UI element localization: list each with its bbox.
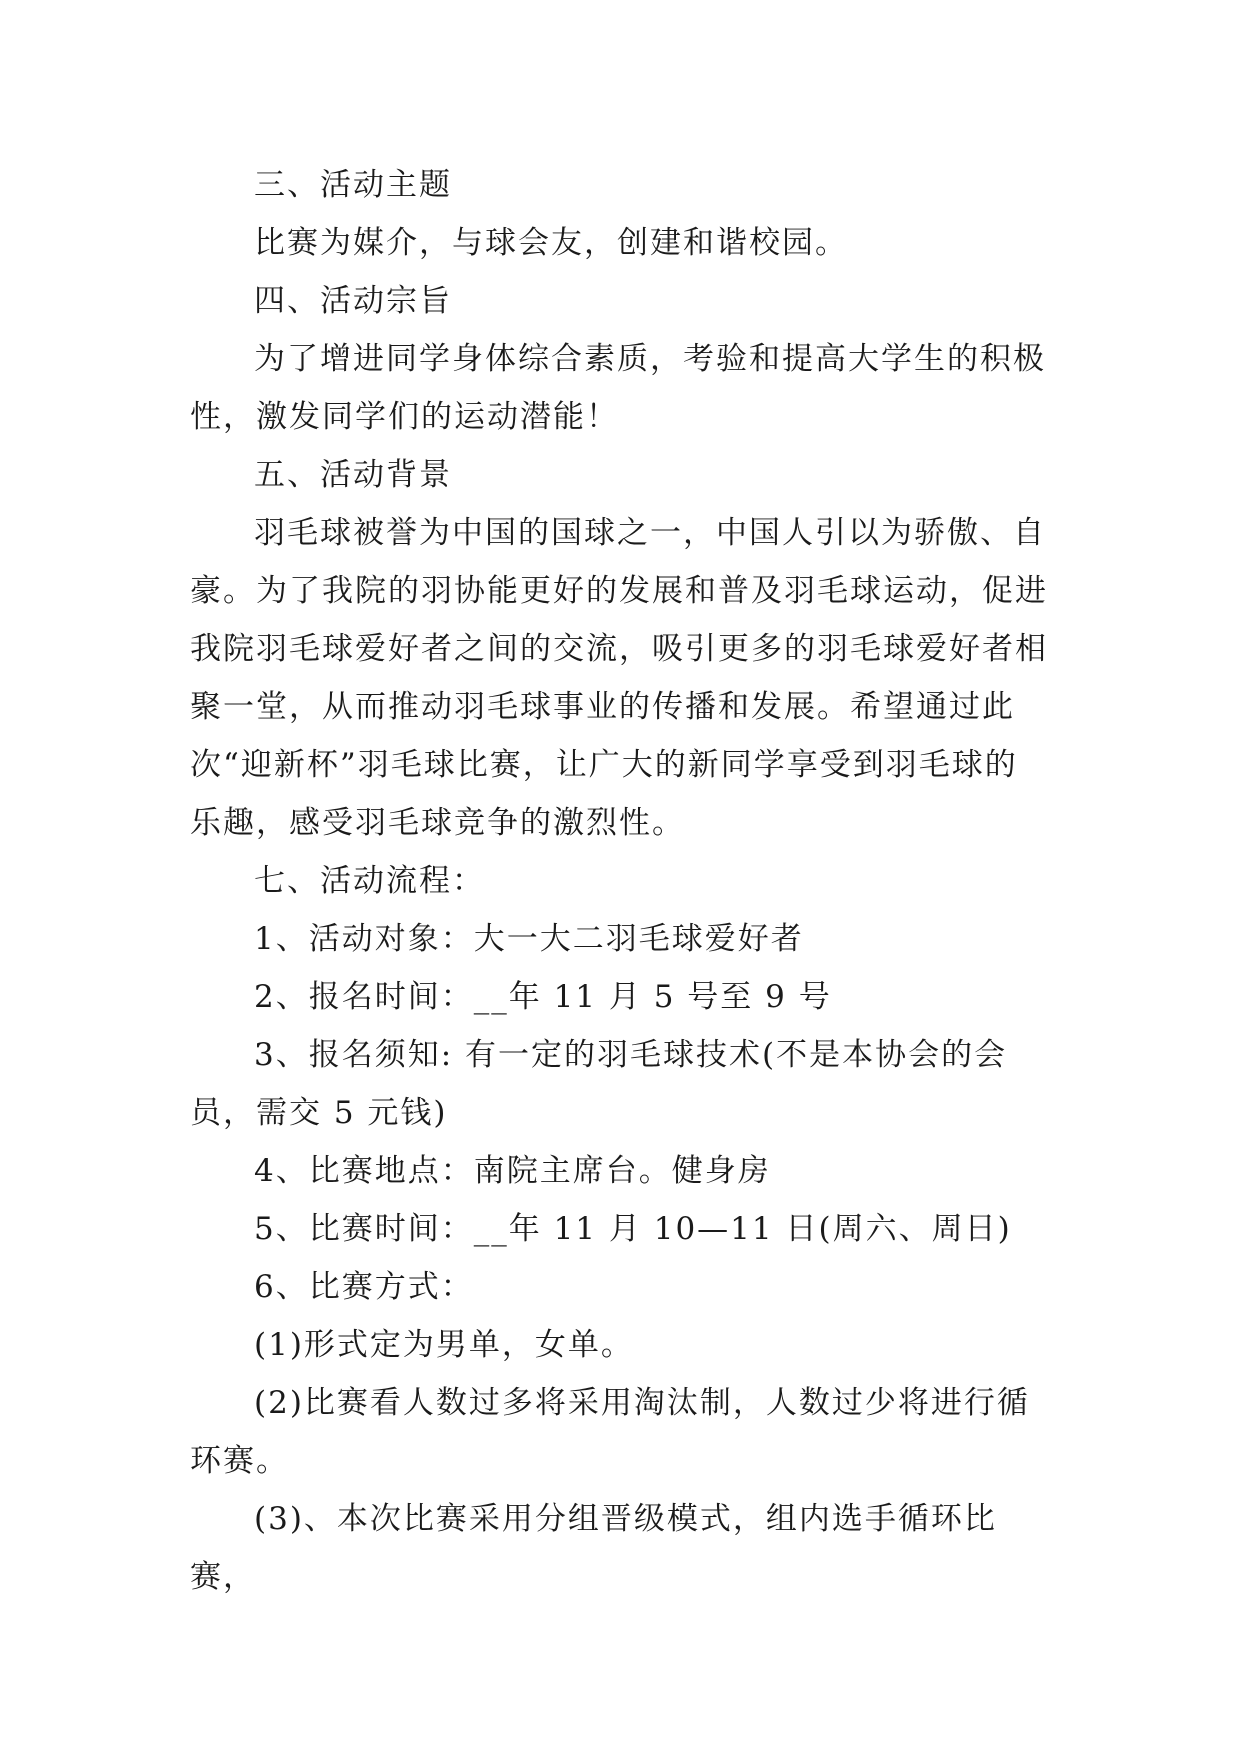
sub-item-format-1: (1)形式定为男单，女单。	[254, 1327, 634, 1363]
list-item-audience: 1、活动对象：大一大二羽毛球爱好者	[254, 921, 804, 957]
document-body	[190, 156, 1050, 1606]
section-heading-purpose: 四、活动宗旨	[254, 283, 452, 319]
list-item-match-format: 6、比赛方式：	[254, 1269, 474, 1305]
list-item-registration-time: 2、报名时间：__年 11 月 5 号至 9 号	[254, 979, 832, 1015]
list-item-venue: 4、比赛地点：南院主席台。健身房	[254, 1153, 771, 1189]
sub-item-format-3: (3)、本次比赛采用分组晋级模式，组内选手循环比赛，	[190, 1501, 997, 1595]
paragraph-background: 羽毛球被誉为中国的国球之一，中国人引以为骄傲、自豪。为了我院的羽协能更好的发展和普及羽毛球运动，促进我院羽毛球爱好者之间的交流，吸引更多的羽毛球爱好者相聚一堂，从而推动羽毛球事业的传播和发展。希望通过此次“迎新杯”羽毛球比赛，让广大的新同学享受到羽毛球的乐趣，感受羽毛球竞争的激烈性。	[190, 515, 1048, 841]
sub-item-format-2: (2)比赛看人数过多将采用淘汰制，人数过少将进行循环赛。	[190, 1385, 1030, 1479]
section-heading-theme: 三、活动主题	[254, 167, 452, 203]
paragraph-theme: 比赛为媒介，与球会友，创建和谐校园。	[254, 225, 848, 261]
paragraph-purpose: 为了增进同学身体综合素质，考验和提高大学生的积极性，激发同学们的运动潜能！	[190, 341, 1046, 435]
list-item-registration-notes: 3、报名须知: 有一定的羽毛球技术(不是本协会的会员，需交 5 元钱)	[190, 1037, 1008, 1131]
section-heading-background: 五、活动背景	[254, 457, 452, 493]
section-heading-process: 七、活动流程：	[254, 863, 485, 899]
list-item-match-time: 5、比赛时间：__年 11 月 10—11 日(周六、周日)	[254, 1211, 1012, 1247]
